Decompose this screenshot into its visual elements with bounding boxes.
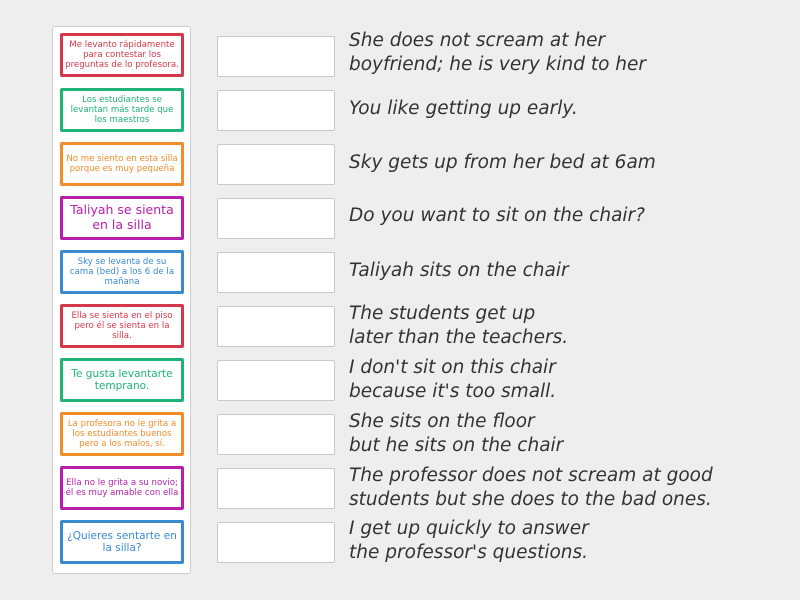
prompt-line: but he sits on the chair (349, 435, 564, 456)
drop-slot[interactable] (217, 468, 335, 509)
prompt-line: Taliyah sits on the chair (349, 260, 569, 281)
prompt-line: I get up quickly to answer (349, 518, 589, 539)
prompt-text (349, 204, 789, 228)
drop-slot[interactable] (217, 360, 335, 401)
tile-label: Ella no le grita a su novio; él es muy amable con ella (65, 477, 179, 498)
prompt-line: students but she does to the bad ones. (349, 489, 712, 510)
answer-tile[interactable] (60, 142, 184, 186)
prompt-line: Sky gets up from her bed at 6am (349, 152, 656, 173)
drop-slot[interactable] (217, 306, 335, 347)
prompt-text (349, 97, 789, 121)
prompt-text (349, 464, 789, 512)
answer-tile[interactable] (60, 358, 184, 402)
prompt-line: later than the teachers. (349, 327, 569, 348)
prompt-line: She does not scream at her (349, 30, 606, 51)
prompt-text (349, 259, 789, 283)
answer-tile[interactable] (60, 520, 184, 564)
tile-label: Los estudiantes se levantan más tarde que los maestros (70, 94, 174, 126)
tile-label: Me levanto rápidamente para contestar los preguntas de lo profesora. (65, 39, 179, 71)
answer-tile[interactable] (60, 33, 184, 77)
answer-tile[interactable] (60, 250, 184, 294)
answer-tile[interactable] (60, 466, 184, 510)
drop-slot[interactable] (217, 198, 335, 239)
prompt-line: You like getting up early. (349, 98, 578, 119)
prompt-line: the professor's questions. (349, 542, 589, 563)
prompt-line: The students get up (349, 303, 536, 324)
prompt-line: She sits on the floor (349, 411, 535, 432)
drop-slot[interactable] (217, 144, 335, 185)
tile-label: La profesora no le grita a los estudiantes buenos pero a los malos, sí. (67, 418, 177, 450)
answer-tile[interactable] (60, 304, 184, 348)
tile-label: Sky se levanta de su cama (bed) a los 6 de la mañana (69, 256, 175, 288)
drop-slot[interactable] (217, 414, 335, 455)
prompt-text (349, 517, 789, 565)
prompt-text (349, 151, 789, 175)
tile-label: No me siento en esta silla porque es muy pequeña (66, 153, 178, 174)
tile-label: Taliyah se sienta en la silla (70, 202, 174, 232)
tile-label: Ella se sienta en el piso pero él se sienta en la silla. (71, 310, 173, 342)
prompt-line: because it's too small. (349, 381, 557, 402)
answer-tile[interactable] (60, 196, 184, 240)
prompt-text (349, 302, 789, 350)
tile-label: Te gusta levantarte temprano. (71, 367, 173, 392)
answer-tile[interactable] (60, 412, 184, 456)
answer-tile[interactable] (60, 88, 184, 132)
tile-label: ¿Quieres sentarte en la silla? (67, 529, 177, 554)
drop-slot[interactable] (217, 90, 335, 131)
drop-slot[interactable] (217, 252, 335, 293)
prompt-text (349, 356, 789, 404)
prompt-line: boyfriend; he is very kind to her (349, 54, 647, 75)
prompt-line: The professor does not scream at good (349, 465, 713, 486)
prompt-text (349, 410, 789, 458)
prompt-line: Do you want to sit on the chair? (349, 205, 645, 226)
drop-slot[interactable] (217, 36, 335, 77)
drop-slot[interactable] (217, 522, 335, 563)
prompt-text (349, 29, 789, 77)
prompt-line: I don't sit on this chair (349, 357, 556, 378)
